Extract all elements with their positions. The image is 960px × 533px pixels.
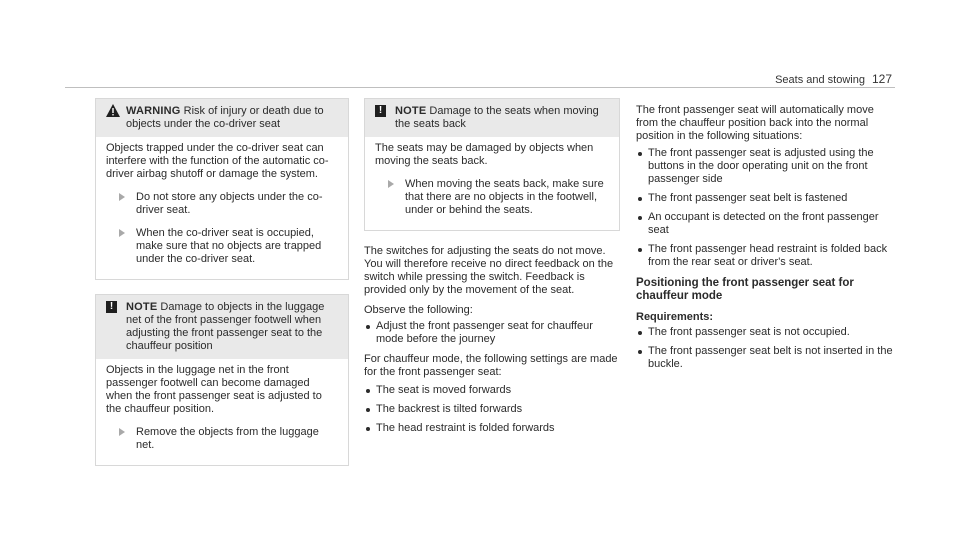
note-step-text: When moving the seats back, make sure that there are no objects in the footwell, under or behind the seats. — [405, 178, 604, 216]
note-header — [96, 295, 348, 359]
warning-headline: Risk of injury or death due to objects under the co-driver seat — [126, 105, 324, 130]
requirements-list — [636, 326, 898, 371]
step-arrow-icon — [388, 180, 394, 188]
running-head-title: Seats and stowing — [775, 74, 865, 86]
warning-step-text: When the co-driver seat is occupied, make sure that no objects are trapped under the co-driver seat. — [136, 227, 322, 265]
note-step-text: Remove the objects from the luggage net. — [136, 426, 319, 451]
list-item: The backrest is tilted forwards — [364, 403, 620, 416]
list-item: Adjust the front passenger seat for chauffeur mode before the journey — [364, 320, 620, 346]
warning-header — [96, 99, 348, 137]
paragraph: Observe the following: — [364, 304, 473, 316]
note-header — [365, 99, 619, 137]
note-headline: Damage to objects in the luggage net of the front passenger footwell when adjusting the front passenger seat to the chauffeur position — [126, 301, 325, 352]
page-number: 127 — [871, 72, 892, 86]
warning-body — [96, 137, 348, 279]
paragraph: For chauffeur mode, the following settings are made for the front passenger seat: — [364, 353, 618, 378]
list-item: The head restraint is folded forwards — [364, 422, 620, 435]
list-item: An occupant is detected on the front passenger seat — [636, 211, 898, 237]
note-step — [375, 178, 609, 217]
info-exclamation-icon: ! — [106, 300, 117, 313]
column-2 — [364, 98, 620, 442]
header-rule — [65, 87, 895, 88]
note-text: Objects in the luggage net in the front passenger footwell can become damaged when the front passenger seat is adjusted to the chauffeur position. — [106, 364, 322, 415]
warning-text: Objects trapped under the co-driver seat can interfere with the function of the automatic co-driver airbag shutoff or damage the system. — [106, 142, 329, 180]
paragraph: The front passenger seat will automatically move from the chauffeur position back into the normal position in the following situations: — [636, 104, 874, 142]
step-arrow-icon — [119, 193, 125, 201]
settings-list — [364, 384, 620, 435]
note-step — [106, 426, 338, 452]
running-head — [775, 72, 892, 86]
list-item: The seat is moved forwards — [364, 384, 620, 397]
note-box — [364, 98, 620, 231]
list-item: The front passenger seat belt is fastened — [636, 192, 898, 205]
observe-list — [364, 320, 620, 346]
note-text: The seats may be damaged by objects when moving the seats back. — [375, 142, 594, 167]
note-keyword: NOTE — [126, 301, 158, 313]
column-1 — [95, 98, 349, 466]
warning-step — [106, 227, 338, 266]
note-box — [95, 294, 349, 466]
step-arrow-icon — [119, 428, 125, 436]
paragraph: The switches for adjusting the seats do not move. You will therefore receive no direct feedback on the switch while pressing the switch. Feedback is provided only by the movement of the seat. — [364, 245, 614, 296]
warning-box — [95, 98, 349, 280]
note-body — [96, 359, 348, 465]
list-item: The front passenger seat belt is not inserted in the buckle. — [636, 345, 898, 371]
step-arrow-icon — [119, 229, 125, 237]
info-exclamation-icon: ! — [375, 104, 386, 117]
warning-triangle-icon — [106, 104, 120, 121]
note-keyword: NOTE — [395, 105, 427, 117]
warning-keyword: WARNING — [126, 105, 181, 117]
warning-step-text: Do not store any objects under the co-driver seat. — [136, 191, 323, 216]
warning-step — [106, 191, 338, 217]
requirements-label: Requirements: — [636, 311, 714, 323]
column-3 — [636, 104, 898, 378]
note-body — [365, 137, 619, 230]
note-headline: Damage to the seats when moving the seats back — [395, 105, 599, 130]
list-item: The front passenger seat is not occupied. — [636, 326, 898, 339]
section-heading: Positioning the front passenger seat for chauffeur mode — [636, 277, 854, 302]
list-item: The front passenger seat is adjusted using the buttons in the door operating unit on the front passenger side — [636, 147, 898, 186]
list-item: The front passenger head restraint is folded back from the rear seat or driver's seat. — [636, 243, 898, 269]
situations-list — [636, 147, 898, 269]
